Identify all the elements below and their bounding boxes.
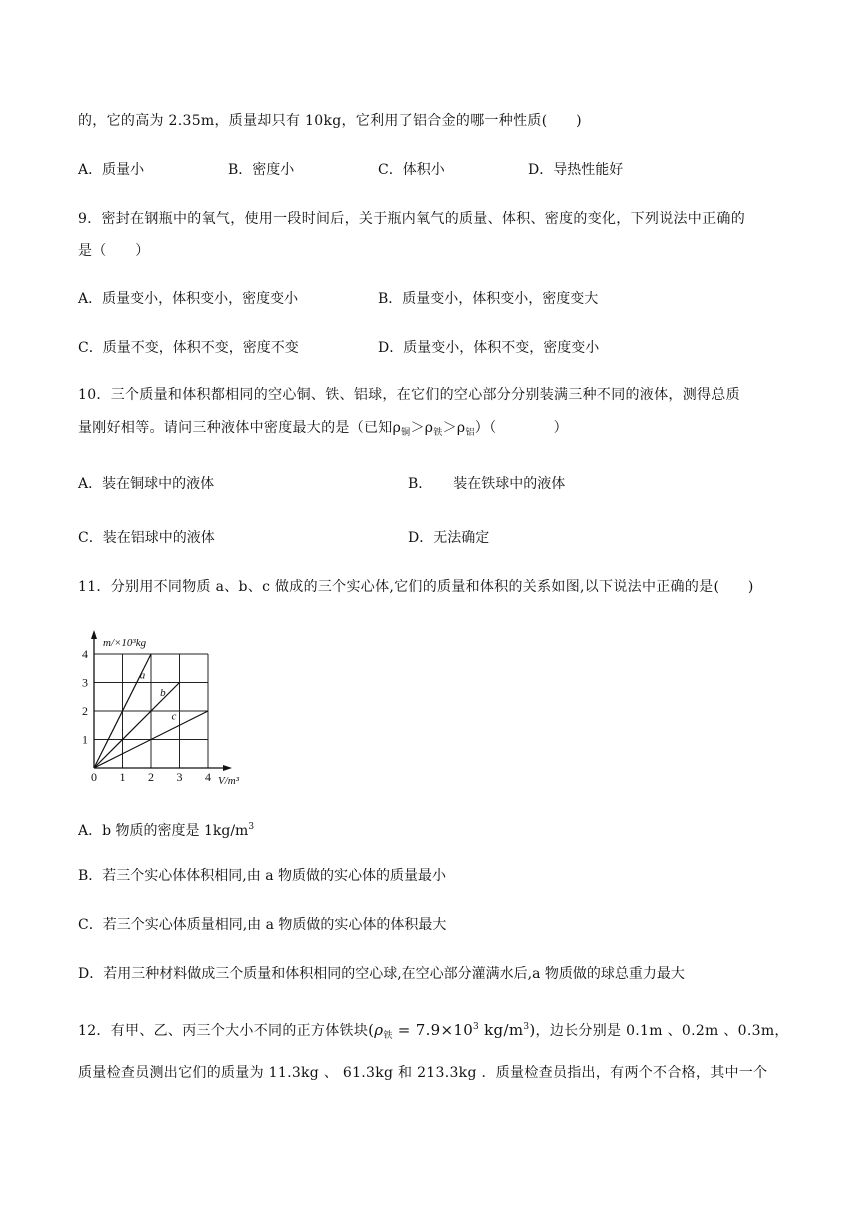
y-tick-label: 4 <box>82 647 88 661</box>
series-line-b <box>94 683 180 769</box>
q8-option-b: B．密度小 <box>228 162 295 178</box>
q11-stem: 11．分别用不同物质 a、b、c 做成的三个实心体,它们的质量和体积的关系如图,以下说法中正确的是( ) <box>78 579 754 595</box>
y-axis-arrow <box>91 630 97 639</box>
q9-stem-line1: 9．密封在钢瓶中的氧气，使用一段时间后，关于瓶内氧气的质量、体积、密度的变化，下列说法中正确的 <box>78 211 746 227</box>
density-formula: ($\rho_铁 = 7.9\times 10^3$ $kg/m^3$) <box>368 1021 536 1041</box>
q9-option-d: D．质量变小，体积不变，密度变小 <box>378 340 600 356</box>
y-tick-label: 2 <box>82 704 88 718</box>
y-axis-label: m/×10³kg <box>103 637 147 649</box>
x-axis-arrow <box>223 765 232 771</box>
x-axis-label: V/m³ <box>218 775 240 785</box>
q8-option-c: C．体积小 <box>378 162 445 178</box>
x-tick-label: 0 <box>91 770 97 784</box>
q11-option-a: A．b 物质的密度是 $1kg/m^3$ <box>78 822 255 839</box>
q10-stem-line2: 量刚好相等。请问三种液体中密度最大的是（已知$\rho_铜>\rho_铁>\rho_铝$）（ ） <box>78 420 568 438</box>
q9-stem-line2: 是（ ） <box>78 243 150 259</box>
q10-option-d: D．无法确定 <box>408 530 490 546</box>
q9-option-c: C．质量不变，体积不变，密度不变 <box>78 340 299 356</box>
x-tick-label: 4 <box>205 770 211 784</box>
y-tick-label: 3 <box>82 675 88 690</box>
q8-option-d: D．导热性能好 <box>528 162 624 178</box>
q11-option-c: C．若三个实心体质量相同,由 a 物质做的实心体的体积最大 <box>78 917 447 933</box>
y-tick-label: 1 <box>82 732 88 747</box>
q10-option-a: A．装在铜球中的液体 <box>78 476 215 492</box>
q10-option-c: C．装在铝球中的液体 <box>78 530 215 546</box>
q8-stem: 的，它的高为 2.35m，质量却只有 10kg，它利用了铝合金的哪一种性质( ) <box>78 113 582 129</box>
q10-option-b: B． 装在铁球中的液体 <box>408 476 566 492</box>
q12-stem-line2: 质量检查员测出它们的质量为 11.3kg 、 61.3kg 和 213.3kg ．质量检查员指出，有两个不合格，其中一个 <box>78 1065 768 1081</box>
q8-option-a: A．质量小 <box>78 162 145 178</box>
q9-option-b: B．质量变小，体积变小，密度变大 <box>378 291 599 307</box>
x-tick-label: 2 <box>148 770 154 784</box>
q9-option-a: A．质量变小，体积变小，密度变小 <box>78 291 299 307</box>
x-tick-label: 1 <box>119 770 126 784</box>
x-tick-label: 3 <box>176 770 183 784</box>
mass-volume-graph <box>76 620 266 785</box>
series-label-a: a <box>139 669 146 682</box>
q11-option-b: B．若三个实心体体积相同,由 a 物质做的实心体的质量最小 <box>78 868 446 884</box>
q11-option-d: D．若用三种材料做成三个质量和体积相同的空心球,在空心部分灌满水后,a 物质做的球总重力最大 <box>78 966 685 982</box>
series-label-c: c <box>171 710 177 723</box>
q12-stem-line1: 12．有甲、乙、丙三个大小不同的正方体铁块($\rho_铁 = 7.9\times 10^3$ $kg/m^3$)，边长分别是 0.1m 、0.2m 、0.3m， <box>78 1021 789 1041</box>
series-label-b: b <box>160 686 166 699</box>
q10-stem-line1: 10．三个质量和体积都相同的空心铜、铁、铝球，在它们的空心部分分别装满三种不同的液体，测得总质 <box>78 387 740 403</box>
